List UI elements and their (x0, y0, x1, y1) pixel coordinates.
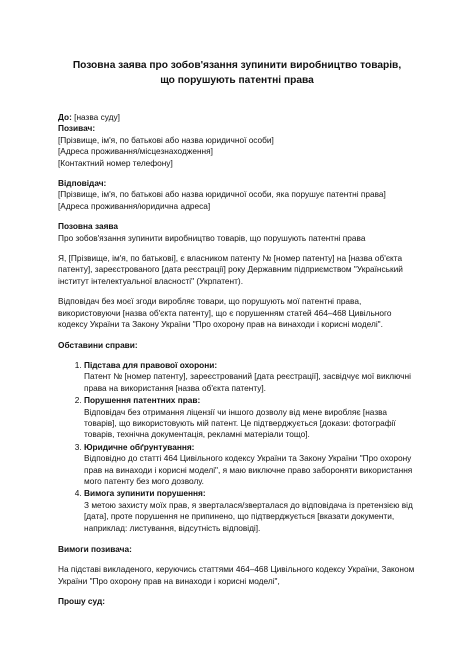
defendant-name: [Прізвище, ім'я, по батькові або назва юридичної особи, яка порушує патентні права] (58, 189, 386, 200)
plaintiff-phone: [Контактний номер телефону] (58, 157, 173, 168)
document-body (58, 112, 416, 608)
list-item-title: 1. Підстава для правової охорони: (84, 359, 218, 370)
list-item (84, 360, 416, 394)
plaintiff-address: [Адреса проживання/місцезнаходження] (58, 146, 213, 157)
list-item-title: 4. Вимога зупинити порушення: (84, 488, 206, 499)
paragraph-violation: Відповідач без моєї згоди виробляє товари, що порушують мої патентні права, використовуючи [назва об'єкта патенту], що є порушенням статей 464–468 Цивільного кодексу України та Закону України "Про охорону прав на винаходи і корисні моделі". (58, 296, 392, 330)
court-name: [назва суду] (71, 112, 120, 122)
list-item-text: Відповідно до статті 464 Цивільного кодексу України та Закону України "Про охорону прав на винаходи і корисні моделі", я маю виключне право забороняти використання мого патенту без мого дозволу. (84, 453, 413, 486)
circumstances-list (58, 360, 416, 534)
demands-text: На підставі викладеного, керуючись статтями 464–468 Цивільного кодексу України, Законом України "Про охорону прав на винаходи і корисні моделі", (58, 564, 415, 586)
defendant-address: [Адреса проживання/юридична адреса] (58, 200, 211, 211)
demands-heading: Вимоги позивача: (58, 544, 132, 554)
plaintiff-name: [Прізвище, ім'я, по батькові або назва юридичної особи] (58, 134, 274, 145)
plaintiff-label: Позивач: (58, 123, 96, 134)
paragraph-ownership: Я, [Прізвище, ім'я, по батькові], є власником патенту № [номер патенту] на [назва об'єкта патенту], зареєстрованого [дата реєстрації] року Державним підприємством "Український інститут інтелектуальної власності" (Укрпатент). (58, 253, 403, 286)
list-item-text: Патент № [номер патенту], зареєстрований [дата реєстрації], засвідчує мої виключні права на використання [назва об'єкта патенту]. (84, 371, 411, 393)
list-item (84, 395, 416, 441)
to-label: До: (58, 112, 72, 122)
ask-court-heading: Прошу суд: (58, 596, 105, 607)
list-item-text: Відповідач без отримання ліцензії чи іншого дозволу від мене виробляє [назва товарів], що використовують мій патент. Це підтверджується [докази: фотографії товарів, технічна документація, рекламні матеріали тощо]. (84, 406, 396, 440)
list-item-title: 2. Порушення патентних прав: (84, 395, 201, 406)
list-item-title: 3. Юридичне обґрунтування: (84, 441, 195, 452)
defendant-label: Відповідач: (58, 178, 107, 189)
document-title: Позовна заява про зобов'язання зупинити виробництво товарів, що порушують патентні права (72, 60, 402, 86)
list-item (84, 488, 416, 534)
circumstances-heading: Обставини справи: (58, 339, 138, 350)
addressee-line (58, 112, 416, 123)
claim-heading: Позовна заява (58, 221, 119, 232)
list-item-text: З метою захисту моїх прав, я зверталася/зверталася до відповідача із претензією від [дата], проте порушення не припинено, що підтверджується [вказати документи, наприклад: листування, відсутність відповіді]. (84, 499, 413, 533)
claim-subtitle: Про зобов'язання зупинити виробництво товарів, що порушують патентні права (58, 232, 366, 243)
list-item (84, 442, 416, 488)
